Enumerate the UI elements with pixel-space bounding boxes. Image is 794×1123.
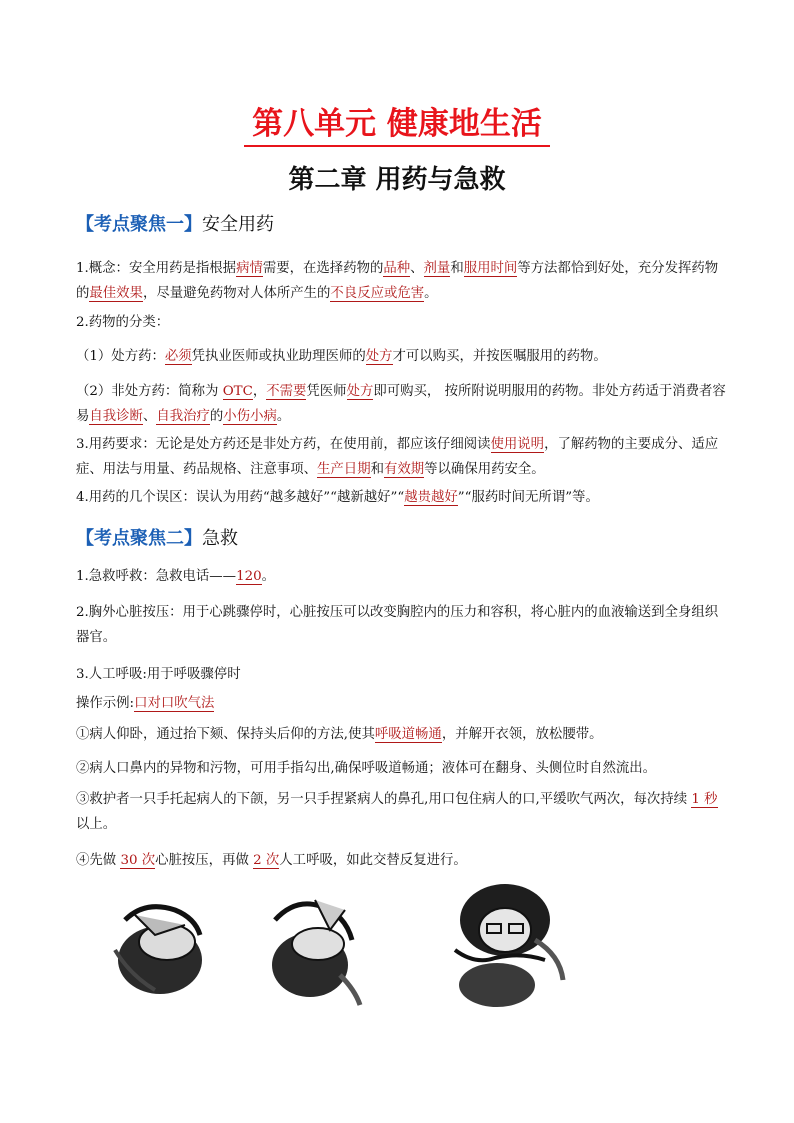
paragraph-emergency-call: 1.急救呼救：急救电话——120。	[76, 569, 276, 584]
first-aid-illustrations	[105, 880, 585, 1010]
section-heading-safe-medication: 【考点聚焦一】安全用药	[76, 214, 274, 235]
chapter-title: 第二章 用药与急救	[288, 165, 506, 195]
paragraph-step-3: ③救护者一只手托起病人的下颌，另一只手捏紧病人的鼻孔,用口包住病人的口,平缓吹气两次，每次持续 1 秒以上。	[76, 792, 718, 832]
paragraph-otc-drug: （2）非处方药：简称为 OTC，不需要凭医师处方即可购买， 按所附说明服用的药物。非处方药适于消费者容易自我诊断、自我治疗的小伤小病。	[76, 384, 726, 424]
mouth-to-mouth-illustration	[435, 880, 575, 1010]
paragraph-medication-requirements: 3.用药要求：无论是处方药还是非处方药，在使用前，都应该仔细阅读使用说明，了解药物的主要成分、适应症、用法与用量、药品规格、注意事项、生产日期和有效期等以确保用药安全。	[76, 437, 719, 477]
head-tilt-illustration	[105, 880, 215, 1010]
paragraph-concept: 1.概念：安全用药是指根据病情需要，在选择药物的品种、剂量和服用时间等方法都恰到好处，充分发挥药物的最佳效果，尽量避免药物对人体所产生的不良反应或危害。	[76, 261, 719, 301]
paragraph-example: 操作示例:口对口吹气法	[76, 696, 215, 711]
paragraph-classification: 2.药物的分类：	[76, 315, 170, 330]
section-heading-first-aid: 【考点聚焦二】急救	[76, 528, 238, 549]
unit-title: 第八单元 健康地生活	[0, 104, 794, 147]
clear-airway-illustration	[260, 880, 370, 1010]
paragraph-chest-compression: 2.胸外心脏按压：用于心跳骤停时，心脏按压可以改变胸腔内的压力和容积，将心脏内的血液输送到全身组织器官。	[76, 605, 719, 645]
paragraph-step-4: ④先做 30 次心脏按压，再做 2 次人工呼吸，如此交替反复进行。	[76, 853, 467, 868]
paragraph-step-2: ②病人口鼻内的异物和污物，可用手指勾出,确保呼吸道畅通；液体可在翻身、头侧位时自然流出。	[76, 761, 657, 776]
paragraph-misconceptions: 4.用药的几个误区：误认为用药“越多越好”“越新越好”“越贵越好”“服药时间无所谓”等。	[76, 490, 599, 505]
paragraph-artificial-respiration: 3.人工呼吸:用于呼吸骤停时	[76, 667, 241, 682]
paragraph-step-1: ①病人仰卧，通过抬下颏、保持头后仰的方法,使其呼吸道畅通，并解开衣领，放松腰带。	[76, 727, 603, 742]
paragraph-prescription-drug: （1）处方药：必须凭执业医师或执业助理医师的处方才可以购买，并按医嘱服用的药物。	[76, 349, 607, 364]
